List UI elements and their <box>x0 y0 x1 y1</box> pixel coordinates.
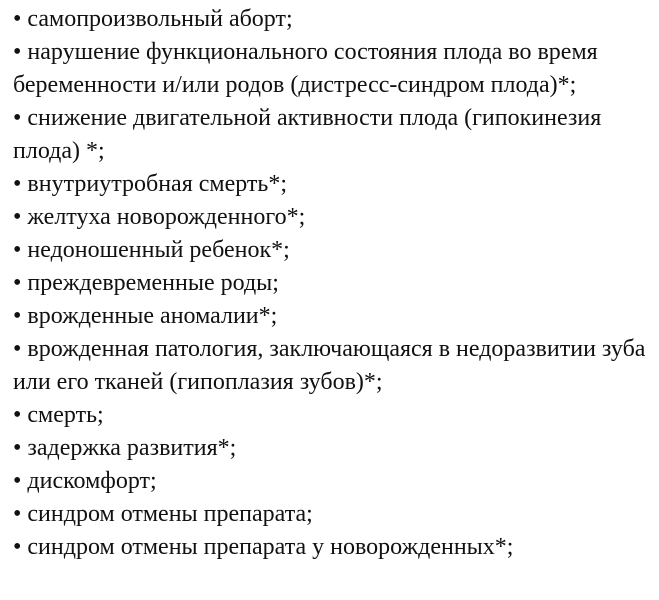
list-item-text: синдром отмены препарата; <box>27 501 313 527</box>
list-item-text: врожденная патология, заключающаяся в недоразвитии зуба или его тканей (гипоплазия зубов)*; <box>13 336 646 395</box>
list-item-text: преждевременные роды; <box>27 270 279 296</box>
list-item <box>13 267 657 300</box>
bullet-icon: • <box>13 105 22 131</box>
list-item-text: внутриутробная смерть*; <box>27 171 288 197</box>
bullet-icon: • <box>13 6 22 32</box>
bullet-icon: • <box>13 303 22 329</box>
list-item <box>13 102 657 168</box>
bullet-icon: • <box>13 237 22 263</box>
list-item-text: синдром отмены препарата у новорожденных*; <box>27 534 514 560</box>
bullet-icon: • <box>13 435 22 461</box>
list-item <box>13 201 657 234</box>
list-item-text: снижение двигательной активности плода (гипокинезия плода) *; <box>13 105 602 164</box>
list-item <box>13 432 657 465</box>
bullet-icon: • <box>13 336 22 362</box>
document-text <box>13 3 657 564</box>
list-item-text: дискомфорт; <box>27 468 157 494</box>
list-item <box>13 399 657 432</box>
bullet-icon: • <box>13 402 22 428</box>
list-item <box>13 3 657 36</box>
bullet-icon: • <box>13 204 22 230</box>
list-item-text: задержка развития*; <box>27 435 237 461</box>
list-item-text: нарушение функционального состояния плода во время беременности и/или родов (дистресс-синдром плода)*; <box>13 39 598 98</box>
bullet-icon: • <box>13 270 22 296</box>
list-item <box>13 498 657 531</box>
list-item <box>13 531 657 564</box>
list-item <box>13 300 657 333</box>
list-item <box>13 234 657 267</box>
list-item <box>13 36 657 102</box>
list-item <box>13 333 657 399</box>
adverse-effects-list <box>13 3 657 564</box>
list-item-text: врожденные аномалии*; <box>27 303 278 329</box>
bullet-icon: • <box>13 171 22 197</box>
list-item <box>13 168 657 201</box>
list-item-text: самопроизвольный аборт; <box>27 6 293 32</box>
bullet-icon: • <box>13 468 22 494</box>
list-item <box>13 465 657 498</box>
bullet-icon: • <box>13 501 22 527</box>
bullet-icon: • <box>13 534 22 560</box>
list-item-text: недоношенный ребенок*; <box>27 237 290 263</box>
list-item-text: желтуха новорожденного*; <box>27 204 306 230</box>
list-item-text: смерть; <box>27 402 104 428</box>
bullet-icon: • <box>13 39 22 65</box>
